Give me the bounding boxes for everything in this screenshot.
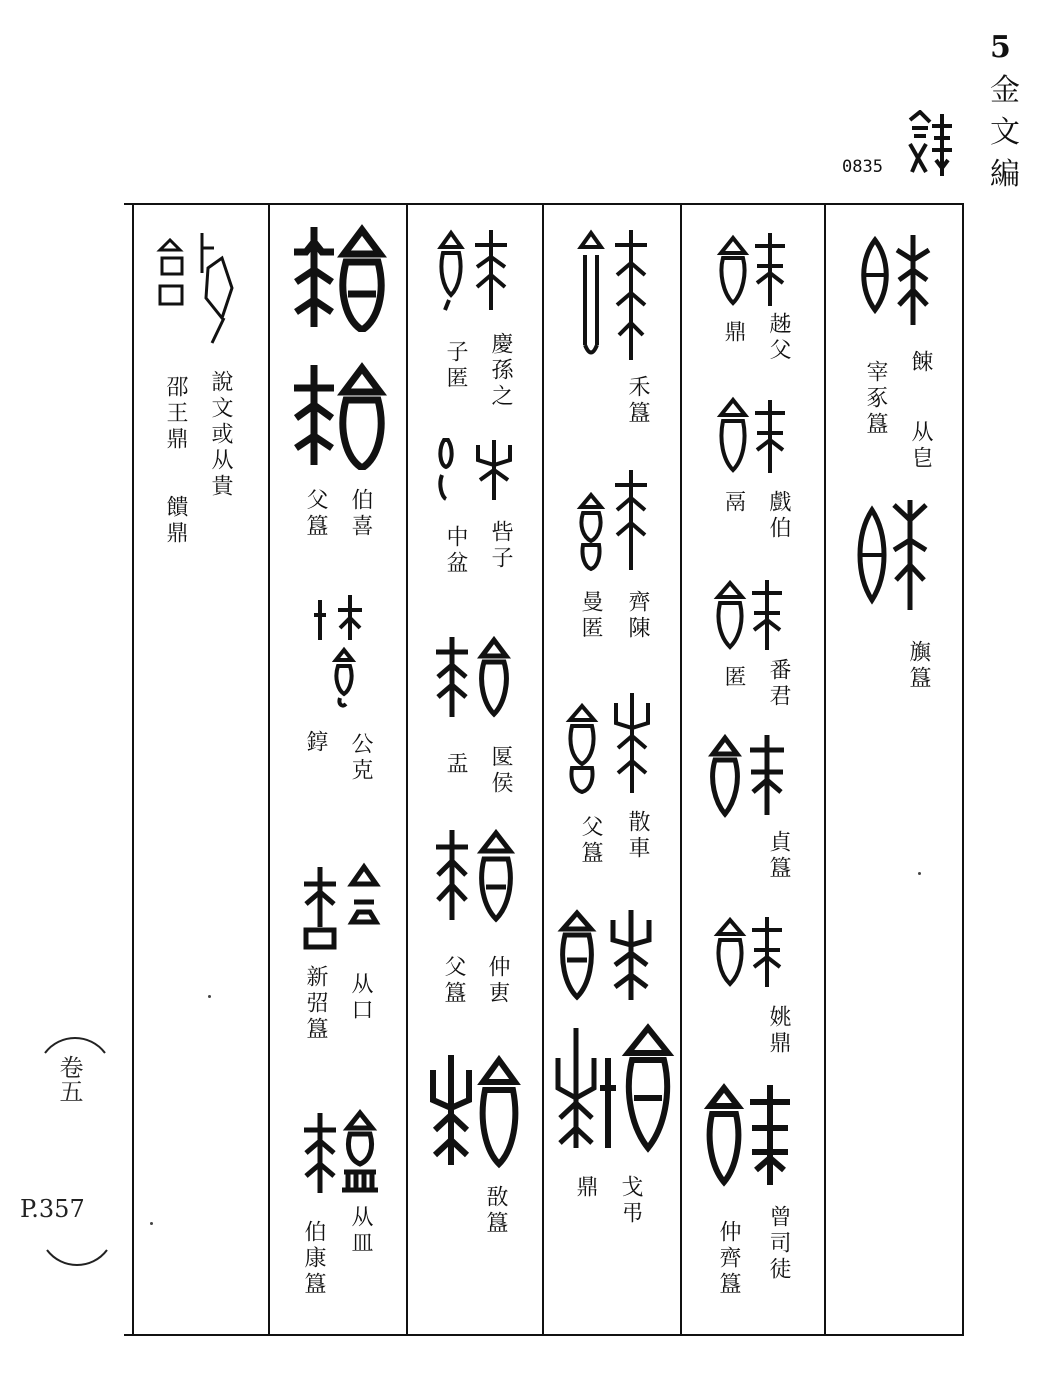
- book-title: 金文編: [990, 73, 1020, 192]
- glyph-image: [428, 825, 523, 925]
- glyph-image: [288, 360, 388, 470]
- glyph-image: [575, 465, 655, 575]
- bracket-top: [40, 1028, 110, 1058]
- col-divider: [962, 203, 964, 1336]
- caption: 敔簋: [483, 1185, 508, 1237]
- col-divider: [132, 203, 134, 1336]
- caption: 姚鼎: [766, 1005, 791, 1057]
- caption: 中盆: [443, 525, 468, 577]
- table-frame: [124, 203, 964, 1336]
- glyph-image: [705, 730, 795, 820]
- glyph-image: [435, 225, 515, 315]
- top-rule: [124, 203, 964, 205]
- glyph-image: [548, 1018, 678, 1158]
- caption: 宰豖簋: [863, 360, 888, 438]
- caption: 从皿: [348, 1205, 373, 1257]
- caption: 伯喜: [348, 488, 373, 540]
- caption: 慶孫之: [488, 332, 513, 410]
- glyph-image: [152, 228, 242, 353]
- bottom-rule: [124, 1334, 964, 1336]
- caption: 曾司徒: [766, 1205, 791, 1283]
- volume-ref: 卷五: [55, 1055, 83, 1103]
- caption: 从口: [348, 972, 373, 1024]
- caption: 呰子: [488, 520, 513, 572]
- caption: 从皀: [908, 420, 933, 472]
- caption: 饋鼎: [163, 495, 188, 547]
- caption: 鬲: [721, 490, 746, 516]
- speck: [150, 1222, 153, 1225]
- col-divider: [680, 203, 682, 1336]
- glyph-image: [288, 222, 388, 332]
- caption: 餗: [908, 350, 933, 376]
- head-character-glyph: [900, 110, 960, 180]
- page-ref: P.357: [20, 1195, 85, 1223]
- caption: 盂: [443, 752, 468, 778]
- caption: 公克: [348, 732, 373, 784]
- col-divider: [268, 203, 270, 1336]
- margin-note: [32, 1020, 102, 1280]
- col-divider: [824, 203, 826, 1336]
- caption: 伯康簋: [301, 1220, 326, 1298]
- caption: 子匿: [443, 340, 468, 392]
- caption: 錞: [303, 730, 328, 756]
- caption: 旟簋: [906, 640, 931, 692]
- glyph-image: [555, 905, 665, 1005]
- caption: 父簋: [303, 488, 328, 540]
- speck: [208, 995, 211, 998]
- caption: 父簋: [578, 815, 603, 867]
- glyph-image: [575, 225, 655, 365]
- caption: 說文或从貴: [208, 370, 233, 500]
- caption: 仲叀: [485, 955, 510, 1007]
- glyph-image: [712, 912, 792, 992]
- caption: 匿: [721, 665, 746, 691]
- col-divider: [542, 203, 544, 1336]
- caption: 鼎: [573, 1175, 598, 1201]
- glyph-image: [432, 435, 522, 505]
- caption: 戈弔: [618, 1175, 643, 1227]
- glyph-image: [702, 1080, 802, 1190]
- glyph-image: [298, 1108, 388, 1198]
- glyph-image: [428, 632, 518, 722]
- glyph-image: [562, 688, 662, 798]
- glyph-image: [855, 230, 945, 330]
- caption: 曼匿: [578, 590, 603, 642]
- caption: 鼎: [721, 320, 746, 346]
- bracket-bottom: [42, 1245, 112, 1275]
- caption: 齊陳: [625, 590, 650, 642]
- caption: 禾簋: [625, 375, 650, 427]
- entry-number: 0835: [842, 157, 883, 177]
- glyph-image: [712, 575, 792, 655]
- caption: 父簋: [441, 955, 466, 1007]
- glyph-image: [310, 590, 380, 710]
- caption: 番君: [766, 658, 791, 710]
- glyph-image: [850, 495, 940, 615]
- caption: 散車: [625, 810, 650, 862]
- glyph-image: [425, 1050, 525, 1170]
- caption: 邵王鼎: [163, 375, 188, 453]
- volume-number: 5: [990, 30, 1011, 65]
- caption: 貞簋: [766, 830, 791, 882]
- caption: 匽侯: [488, 745, 513, 797]
- caption: 仲齊簋: [716, 1220, 741, 1298]
- glyph-image: [715, 228, 795, 308]
- caption: 新弨簋: [303, 965, 328, 1043]
- speck: [918, 872, 921, 875]
- caption: 趀父: [766, 312, 791, 364]
- glyph-image: [298, 862, 388, 952]
- col-divider: [406, 203, 408, 1336]
- glyph-image: [715, 395, 795, 475]
- caption: 戲伯: [766, 490, 791, 542]
